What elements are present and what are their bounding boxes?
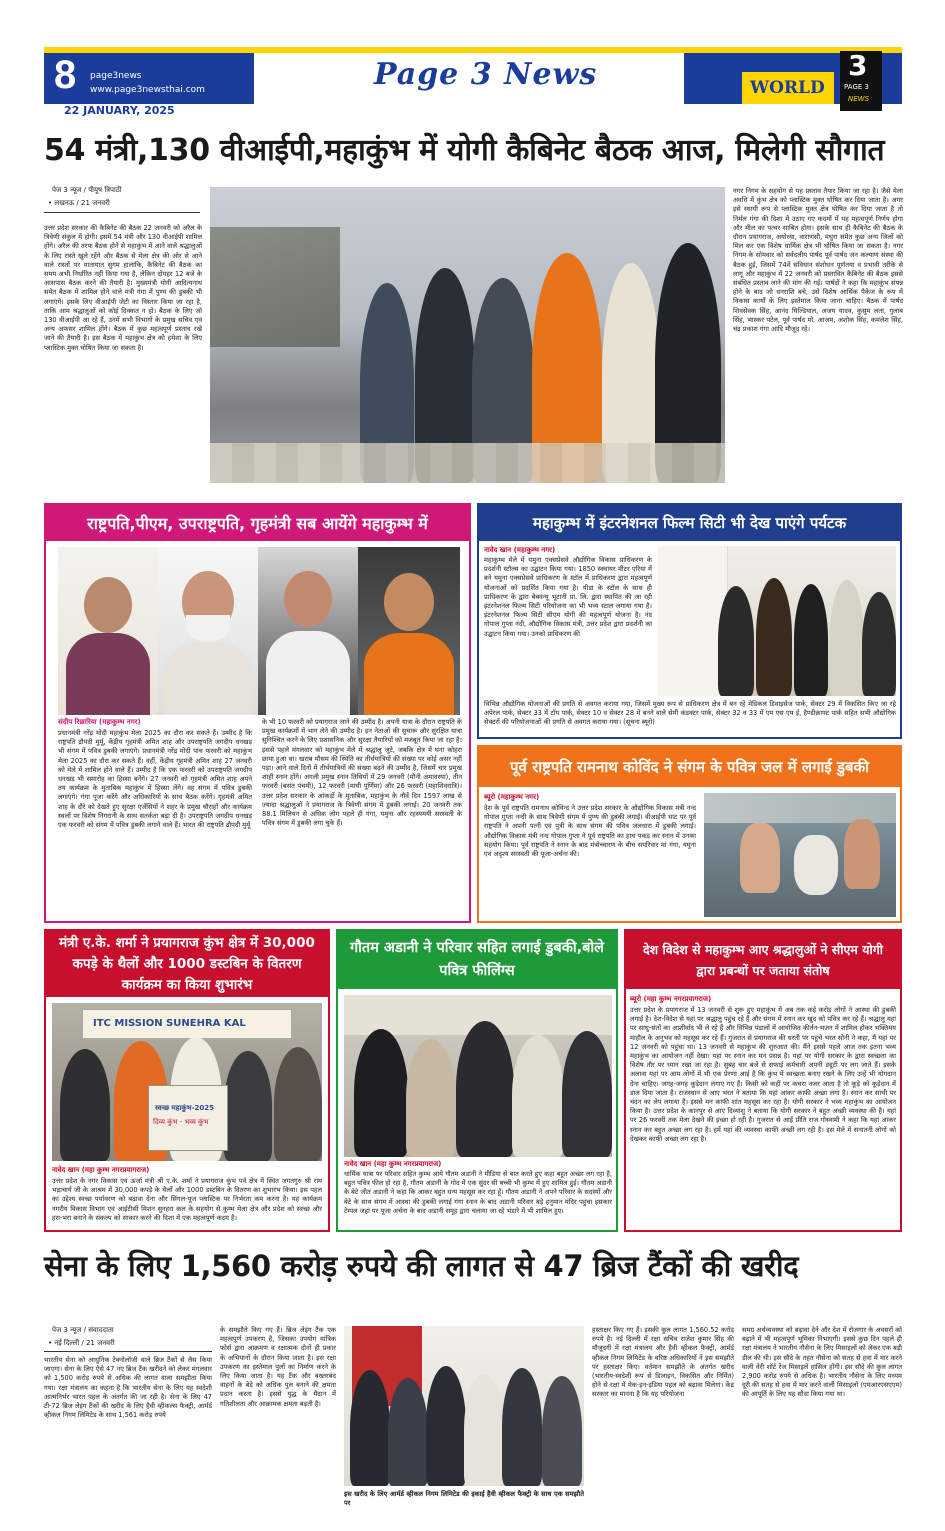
portrait-pm bbox=[158, 547, 258, 715]
story3-headline: महाकुम्भ में इंटरनेशनल फिल्म सिटी भी देख पाएंगे पर्यटक bbox=[479, 505, 900, 541]
story8-photo-caption: इस खरीद के लिए आर्मर्ड व्हीकल निगम लिमिटेड की इकाई हैवी व्हीकल फैक्ट्री के साथ एक समझौते पर bbox=[344, 1490, 584, 1508]
person-figure bbox=[274, 1047, 322, 1161]
story4-column-1: देश के पूर्व राष्ट्रपति रामनाथ कोविन्द ने उत्तर प्रदेश सरकार के औद्योगिक विकास मंत्री नन्द गोपाल गुप्ता नन्दी के साथ त्रिवेणी संगम में पुण्य की डुबकी लगाई। वीआईपी घाट पर पूर्व राष्ट्रपति ने अपनी पत्नी एवं पुत्री के साथ संगम की पवित्र जलधारा में डुबकी लगाई। औद्योगिक विकास मंत्री नन्द गोपाल गुप्ता ने पूर्व राष्ट्रपति का हाथ पकड़ कर स्नान में उनका सहयोग किया। पूर्व राष्ट्रपति ने स्नान के बाद मंत्रोच्चारण के बीच सपरिवार मां गंगा, यमुना एवं अदृश्य सरस्वती की पूजा-अर्चना की। bbox=[484, 804, 696, 859]
person-figure bbox=[862, 592, 896, 696]
story4-headline: पूर्व राष्ट्रपति रामनाथ कोविंद ने संगम के पवित्र जल में लगाई डुबकी bbox=[479, 747, 900, 787]
story7-headline: देश विदेश से महाकुम्भ आए श्रद्धालुओं ने सीएम योगी द्वारा प्रबन्धों पर जताया संतोष bbox=[626, 931, 900, 989]
story4-photo bbox=[704, 793, 896, 917]
section-label: WORLD bbox=[750, 78, 825, 98]
river-bank bbox=[210, 227, 340, 347]
bag-text-2: दिव्य कुंभ - भव्य कुंभ bbox=[153, 1118, 209, 1126]
lead-byline-2: • लखनऊ / 21 जनवरी bbox=[48, 199, 110, 207]
lead-byline-1: पेज 3 न्यूज / पीयूष त्रिपाठी bbox=[52, 186, 122, 194]
cloth-bag bbox=[148, 1085, 228, 1151]
person-figure bbox=[562, 1031, 612, 1157]
person-figure bbox=[354, 1029, 408, 1157]
story8-photo bbox=[344, 1326, 584, 1486]
story5-headline: मंत्री ए.के. शर्मा ने प्रयागराज कुंभ क्षेत्र में 30,000 कपड़े के थैलों और 1000 डस्टबिन के वितरण कार्यक्रम का किया शुभारंभ bbox=[46, 931, 328, 997]
person-figure bbox=[830, 580, 864, 696]
page-number: 8 bbox=[54, 53, 77, 97]
story8-byline-1: पेज 3 न्यूज / संवाददाता bbox=[52, 1326, 114, 1334]
story6-headline: गौतम अडानी ने परिवार सहित लगाई डुबकी,बोले पवित्र फीलिंग्स bbox=[338, 931, 616, 989]
section-tab bbox=[742, 72, 834, 104]
story8-headline: सेना के लिए 1,560 करोड़ रुपये की लागत से 47 ब्रिज टैंकों की खरीद bbox=[44, 1249, 799, 1283]
event-banner bbox=[82, 1009, 292, 1039]
logo-text: Page 3 News bbox=[374, 57, 598, 92]
story5-column-1: उत्तर प्रदेश के नगर विकास एवं ऊर्जा मंत्री श्री ए.के. शर्मा ने प्रयागराज कुंभ पर्व क्षेत्र में स्थित जगतगुरु श्री राम भद्राचार्य जी के आश्रम में 30,000 कपड़े के थैलों और 1000 डस्टबिन के वितरण का शुभारंभ किया। इस पहल का उद्देश्य स्वच्छ पर्यावरण को बढ़ावा देना और सिंगल-यूज प्लास्टिक पर निर्भरता कम करना है। यह कार्यक्रम नगरीय विकास विभाग एवं आईटीसी मिशन सुनहरा कल के सहयोग से कुम्भ मेला क्षेत्र और प्रदेश को स्वच्छ और हरा-भरा बनाने के संकल्प को साकार करने की दिशा में एक महत्वपूर्ण कदम है। bbox=[52, 1177, 322, 1222]
story6-byline: नावेद खान (महा कुम्भ नगरप्रयागराज) bbox=[344, 1160, 442, 1168]
story8-byline-rule bbox=[44, 1351, 212, 1352]
story2-headline: राष्ट्रपति,पीएम, उपराष्ट्रपति, गृहमंत्री सब आयेंगे महाकुम्भ में bbox=[46, 505, 469, 541]
banner-text: ITC MISSION SUNEHRA KAL bbox=[93, 1018, 246, 1029]
badge-page: PAGE 3 bbox=[844, 83, 869, 91]
lead-column-3: नगर निगम के सहयोग से यह प्रस्ताव तैयार किया जा रहा है। जैसे मेला अवधि में कुंभ क्षेत्र को प्लास्टिक मुक्त घोषित कर दिया जाता है। अगर इसे स्थायी रूप से प्लास्टिक मुक्त क्षेत्र घोषित कर दिया जाता है तो निर्मल गंगा की दिशा में उठाए गए कदमों में यह महत्वपूर्ण निर्णय होगा और मील का पत्थर साबित होगा। इसके साथ ही कैबिनेट की बैठक के दौरान प्रयागराज, अयोध्या, वाराणसी, मथुरा समेत कुछ अन्य जिलों को मिल कर एक विशेष धार्मिक क्षेत्र भी घोषित किया जा सकता है। नगर निगम के सोमवार को सर्वदलीय पार्षद पूर्व पार्षद जन कल्याण संस्था की बैठक हुई, जिसमें 74वें संविधान संशोधन पूर्णतया व प्रभावी तरीके से लागू और महाकुंभ में 22 जनवरी को प्रस्तावित कैबिनेट की बैठक इससे संबंधित प्रस्ताव लाने की मांग की गई। पार्षदों ने कहा कि महाकुंभ संपन्न होने के बाद जो धनराशि बचे, उसे विशेष आर्थिक पैकेज के रूप में विकास कार्यों के लिए इस्तेमाल किया जाना चाहिए। बैठक में पार्षद शिवसेवक सिंह, आनंद घिल्डियाल, अजय यादव, कुसुम लता, गुलाब सिंह, भास्कर पटेल, पूर्व पार्षद मो. आजम, अशोक सिंह, कमलेश सिंह, चंद्र प्रकाश गंगा आदि मौजूद रहे। bbox=[733, 187, 903, 334]
sandbag-row bbox=[210, 443, 725, 483]
person-figure bbox=[512, 1035, 564, 1157]
story3-full-width-text: विभिन्न औद्योगिक योजनाओं की प्रगति से अवगत कराया गया, जिसमें मुख्य रूप से प्राधिकरण क्षेत्र में बन रहे मेडिकल डिवाइसेज पार्क, सेक्टर 29 में विकसित किए जा रहे अपेरल पार्क, सेक्टर 33 में टॉय पार्क, सेक्टर 10 व सेक्टर 28 में बनने वाले सेमी कंडक्टर पार्क, सेक्टर 32 व 33 में एम एस एम ई, हैण्डीक्राफ्ट पार्क सहित सभी औद्योगिक सेक्टरों की परियोजनाओं की प्रगति से अवगत कराया गया। (सूचना ब्यूरो) bbox=[484, 700, 896, 727]
story2-byline: संदीप रिछारिया (महाकुम्भ नगर) bbox=[58, 718, 141, 726]
story6-column-1: धार्मिक यात्रा पर परिवार सहित कुम्भ आये गौतम अडानी ने मीडिया से बात करते हुए कहा बहुत अच्छा लग रहा है, बहुत पवित्र फील हो रहा है, गौतम अडानी के गोद में एक सुंदर सी बच्ची भी कुम्भ में हुए शामिल हुई। गौतम अडानी के बेटे जीत अडानी ने कहा कि आकर बहुत धन्य महसूस कर रहा हूँ। गौतम अडानी ने अपने परिवार के सदस्यों और बेटे के साथ संगम में आस्था की डुबकी लगाई गंगा स्नान के बाद अडानी परिवार बड़े हनुमान मंदिर पहुंचा इसकार टेम्पल जहां पर पूजा अर्चना के बाद अडानी समूह द्वारा चलाया जा रहे भंडारे में भी शामिल हुए। bbox=[344, 1170, 612, 1215]
portrait-home-minister bbox=[258, 547, 358, 715]
person-figure bbox=[740, 823, 780, 893]
story8-column-3: हस्ताक्षर किए गए हैं। इसकी कुल लागत 1,560.52 करोड़ रुपये है। नई दिल्ली में रक्षा सचिव राजेश कुमार सिंह की मौजूदगी में रक्षा मंत्रालय और हैवी व्हीकल फैक्ट्री, आर्मर्ड व्हीकल निगम लिमिटेड के वरिष्ठ अधिकारियों ने इस समझौते पर हस्ताक्षर किए। वर्तमान समझौते के अंतर्गत खरीद (भारतीय-स्वदेशी रूप से डिजाइन, विकसित और निर्मित) होने से रक्षा में मेक-इन-इंडिया पहल को बढ़ावा मिलेगा। केंद्र सरकार का मानना है कि यह परियोजना bbox=[592, 1326, 734, 1399]
story5-byline: नावेद खान (महा कुम्भ नगरप्रयागराज) bbox=[52, 1166, 150, 1174]
site-url[interactable]: www.page3newsthai.com bbox=[90, 85, 205, 95]
portrait-cm bbox=[358, 547, 460, 715]
story2-column-1: प्रधानमंत्री नरेंद्र मोदी महाकुंभ मेला 2025 का दौरा कर सकते हैं। उम्मीद है कि राष्ट्रपति द्रौपदी मुर्मू, केंद्रीय गृहमंत्री अमित शाह और उपराष्ट्रपति जगदीप धनखड़ भी संगम में पवित्र डुबकी लगाएंगे। प्रधानमंत्री नरेंद्र मोदी पांच फरवरी को महाकुंभ मेला 2025 का दौरा कर सकते हैं। वहीं, केंद्रीय गृहमंत्री अमित शाह 27 जनवरी को मेले में शामिल होने वाले हैं। उम्मीद है कि एक फरवरी को उपराष्ट्रपति जगदीप धनखड़ भी समारोह का हिस्सा बनेंगे। 27 जनवरी को गृहमंत्री अमित शाह अपने तय कार्यक्रम के मुताबिक महाकुंभ में हिस्सा लेंगे। वह संगम में पवित्र डुबकी लगाएंगे। गंगा पूजा करेंगे और अधिकारियों के साथ बैठक करेंगे। गृहमंत्री अमित शाह के दौरे को देखते हुए सुरक्षा एजेंसियों ने शहर के प्रमुख चौराहों और कार्यक्रम स्थलों पर विशेष निगरानी के साथ सतर्कता बढ़ा दी है। उपराष्ट्रपति जगदीप धनखड़ एक फरवरी को संगम में पवित्र डुबकी लगाने वाले हैं। भारत की राष्ट्रपति द्रौपदी मुर्मू bbox=[58, 729, 252, 830]
person-figure bbox=[426, 1366, 466, 1486]
person-figure bbox=[718, 586, 754, 696]
portrait-president bbox=[58, 547, 158, 715]
story8-column-2: के समझौते किए गए हैं। ब्रिज लेइंग टैंक एक महत्वपूर्ण उपकरण है, जिसका उपयोग यांत्रिक फोर्स द्वारा आक्रमण व रक्षात्मक दोनों ही प्रकार के अभियानों के दौरान किया जाता है। इस रक्षा उपकरण का इस्तेमाल पुलों का निर्माण करने के लिए किया जाता है। यह टैंक और बख्तरबंद वाहनों के बेड़े को अधिक पुल बनाने की क्षमता प्रदान करता है। इससे युद्ध के मैदान में गतिशीलता और आक्रामक क्षमता बढ़ती है। bbox=[220, 1326, 336, 1408]
story7-column-1: उत्तर प्रदेश के प्रयागराज में 13 जनवरी से शुरू हुए महाकुंभ में अब तक कई करोड़ लोगों ने आस्था की डुबकी लगाई है। देश-विदेश से यहां पर श्रद्धालु पहुंच रहे हैं और संगम में स्नान कर खुद को पवित्र कर रहे हैं। श्रद्धालु यहां पर साधु-संतों का आशीर्वाद भी ले रहे हैं और विभिन्न पंडालों में आयोजित कीर्तन-भजन में शामिल होकर भक्तिमय माहौल के अनुभव को महसूस कर रहे हैं। गुजरात से प्रयागराज की धरती पर पहुंचे भरत सोनी ने कहा, मैं यहां पर 12 जनवरी को पहुंचा था। 13 जनवरी से महाकुंभ की शुरुआत की। मैंने इससे पहले आज तक इतना भव्य महाकुंभ का आयोजन नहीं देखा। यहां पर स्नान कर मन प्रसन्न है। यहां पर योगी सरकार के द्वारा स्वच्छता का विशेष तौर पर ध्यान रखा जा रहा है। सुबह चार बजे से सफाई कर्मचारी अपनी ड्यूटी पर लग जाते हैं। इसके अलावा यहां पर आम लोगों में भी एक प्रेरणा आई है कि कुंभ में स्वच्छता बनाए रखने के लिए उन्हें भी योगदान देना चाहिए। जगह-जगह कूड़ेदान लगाए गए हैं। किसी को कहीं पर कचरा नजर आता है तो कूड़े को कूड़ेदान में डाल दिया जाता है। राजस्थान से आए भरत ने बताया कि यहां आकर काफी अच्छा लगा है। स्नान कर साथी पर चंदन का लेप लगाया है। इससे मन काफी शांत महसूस कर रहा है। योगी सरकार ने भव्य महाकुंभ का आयोजन किया है। उत्तर प्रदेश के कानपुर से आए दिव्यांशु ने बताया कि योगी सरकार ने बहुत अच्छी व्यवस्था की है। यहां पर 26 फरवरी तक मेला देखने की इच्छा हो रही है। गुजरात से आई प्रीति राज गोस्वामी ने कहा कि यहां आकर स्नान कर बहुत अच्छा लग रहा है। हमें यहां की व्यवस्था काफी अच्छी लग रही है। इस मेले में सनातनी लोगों को देखकर काफी अच्छा लग रहा है। bbox=[630, 1006, 896, 1143]
page3-badge bbox=[840, 51, 882, 111]
lead-headline: 54 मंत्री,130 वीआईपी,महाकुंभ में योगी कैबिनेट बैठक आज, मिलेगी सौगात bbox=[44, 133, 885, 168]
person-figure bbox=[502, 1368, 542, 1486]
story3-photo bbox=[658, 546, 896, 696]
story8-byline-2: • नई दिल्ली / 21 जनवरी bbox=[48, 1339, 115, 1347]
story4-byline: ब्यूरो (महाकुम्भ नगर) bbox=[484, 793, 540, 801]
person-figure bbox=[794, 584, 828, 696]
person-figure bbox=[756, 578, 792, 696]
lead-column-1: उत्तर प्रदेश सरकार की कैबिनेट की बैठक 22 जनवरी को अरैल के त्रिवेणी संकुल में होगी। इसमें 54 मंत्री और 130 वीआईपी शामिल होंगे। अरैल की तरफ बैठक होने से महाकुंभ में आने वाले श्रद्धालुओं के लिए रास्ते खुले रहेंगे और बैठक से मेला क्षेत्र की ओर से आने वाले रास्तों पर यातायात सुगम हालांकि, कैबिनेट की बैठक का समय अभी निर्धारित नहीं किया गया है, लेकिन दोपहर 12 बजे के आसपास बैठक करने की तैयारी है। मुख्यमंत्री योगी आदित्यनाथ समेत बैठक में शामिल होने वाले मंत्री गंगा में पुण्य की डुबकी भी लगाएंगे। इसके लिए वीआईपी जेटी का विस्तार किया जा रहा है, ताकि आम श्रद्धालुओं को कोई दिक्कत न हो। बैठक के लिए जो 130 वीआईपी आ रहे हैं, उनमें सभी विभागों के प्रमुख सचिव एवं अन्य अफसर शामिल होंगे। बैठक में कुछ महत्वपूर्ण प्रस्ताव रखे जाने की तैयारी है। इस बैठक में महाकुंभ क्षेत्र को हमेशा के लिए प्लास्टिक मुक्त घोषित किया जा सकता है। bbox=[44, 224, 202, 352]
person-figure bbox=[350, 1370, 390, 1486]
lead-byline-rule bbox=[44, 212, 200, 213]
person-figure bbox=[60, 1049, 110, 1161]
person-figure bbox=[406, 1039, 456, 1157]
person-figure bbox=[844, 819, 880, 889]
story3-column-1: महाकुम्भ मेले में यमुना एक्सप्रेसवे औद्योगिक विकास प्राधिकरण के प्रदर्शनी स्टॉल्स का उद्घाटन किया गया। 1850 स्क्वायर मीटर एरिया में बने यमुना एक्सप्रेसवे प्राधिकरण के स्टॉल में प्राधिकरण द्वारा महत्वपूर्ण योजनाओं को प्रदर्शित किया गया है। यीडा के स्टॉल के साथ ही प्राधिकरण के द्वारा बेबवन्यू भूटानी प्रा. लि. द्वारा स्थापित की जा रही इंटरनेशनल फिल्म सिटी परियोजना का भी भव्य स्टाल लगाया गया है। इंटरनेशनल फिल्म सिटी सीएम योगी की महत्वपूर्ण योजना है। नंद गोपाल गुप्ता नंदी, औद्योगिक विकास मंत्री, उत्तर प्रदेश द्वारा प्रदर्शनी का उद्घाटन किया गया। उनको प्राधिकरण की bbox=[484, 556, 652, 638]
badge-number: 3 bbox=[848, 49, 868, 82]
person-figure bbox=[794, 835, 838, 895]
person-figure bbox=[224, 1051, 272, 1161]
story2-photo-strip bbox=[58, 547, 460, 715]
person-figure bbox=[456, 1021, 514, 1157]
person-figure bbox=[388, 1378, 428, 1486]
story2-column-2: के भी 10 फरवरी को प्रयागराज जाने की उम्मीद है। अपनी यात्रा के दौरान राष्ट्रपति के प्रमुख कार्यक्रमों में भाग लेने की उम्मीद है। इन नेताओं की सुचारू और सुरक्षित यात्रा सुनिश्चित करने के लिए प्रशासनिक और सुरक्षा तैयारियों को मजबूत किया जा रहा है। इससे पहले मंगलवार को महाकुंभ मेले में श्रद्धालु जुटे, जबकि क्षेत्र में घना कोहरा छाया हुआ था। खराब मौसम की स्थिति का तीर्थयात्रियों की संख्या पर कोई असर नहीं पड़ा। आने वाले दिनों में तीर्थयात्रियों की संख्या बढ़ने की उम्मीद है, जिसमें चार प्रमुख शाही स्नान होंगे। अगली प्रमुख स्नान तिथियों में 29 जनवरी (मौनी अमावस्या), तीन फरवरी (बसंत पंचमी), 12 फरवरी (माघी पूर्णिमा) और 26 फरवरी (महाशिवरात्रि)। उत्तर प्रदेश सरकार के आंकड़ों के मुताबिक, महाकुंभ के नौवें दिन 1597 लाख से ज्यादा श्रद्धालुओं ने प्रयागराज के त्रिवेणी संगम में डुबकी लगाई। 20 जनवरी तक 88.1 मिलियन से अधिक लोग पहले ही गंगा, यमुना और रहस्यमयी सरस्वती के पवित्र संगम में डुबकी लगा चुके हैं। bbox=[262, 718, 462, 828]
lead-photo bbox=[210, 187, 725, 483]
bag-text-1: स्वच्छ महाकुंभ-2025 bbox=[155, 1104, 214, 1112]
story5-photo bbox=[52, 1003, 322, 1161]
story7-byline: ब्यूरो (महा कुम्भ नगरप्रयागराज) bbox=[630, 995, 712, 1003]
masthead bbox=[44, 47, 902, 117]
story8-column-1: भारतीय सेना को आधुनिक टेक्नोलॉजी वाले ब्रिज टैंकों से लैस किया जाएगा। सेना के लिए ऐसे 47 नए ब्रिज टैंक खरीदने को लेकर मंगलवार को 1,500 करोड़ रुपये से अधिक की लागत वाला समझौता किया गया। रक्षा मंत्रालय का कहना है कि भारतीय सेना के लिए यह स्वदेशी आत्मनिर्भर भारत पहल के अंतर्गत की जा रही है। सेना के लिए 47 टी-72 ब्रिज लेइंग टैंकों की खरीद के लिए हैवी व्हीकल्स फैक्ट्री, आर्मर्ड व्हीकल निगम लिमिटेड के साथ 1,561 करोड़ रुपये bbox=[44, 1356, 212, 1420]
story3-byline: नावेद खान (महाकुम्भ नगर) bbox=[484, 546, 556, 554]
person-figure bbox=[464, 1374, 504, 1486]
site-name[interactable]: page3news bbox=[90, 71, 142, 81]
story8-column-4: समग्र अर्थव्यवस्था को बढ़ावा देने और देश में रोजगार के अवसरों को बढ़ाने में भी महत्वपूर्ण भूमिका निभाएगी। इससे कुछ दिन पहले ही रक्षा मंत्रालय ने भारतीय नौसेना के लिए मिसाइलों को लेकर एक बड़ी डील की थी। इस सौदे के तहत नौसेना को सतह से हवा में मार करने वाली वेरी शॉर्ट रेंज मिसाइलें हासिल होंगी। इस सौदे की कुल लागत 2,900 करोड़ रुपये से अधिक है। भारतीय नौसेना के लिए मध्यम दूरी की सतह से हवा में मार करने वाली मिसाइलों (एमआरएसएएम) की आपूर्ति के लिए यह सौदा किया गया था। bbox=[742, 1326, 902, 1399]
story6-photo bbox=[344, 995, 612, 1157]
person-figure bbox=[542, 1376, 582, 1486]
badge-news: NEWS bbox=[848, 95, 870, 103]
page-date: 22 JANUARY, 2025 bbox=[64, 104, 175, 117]
